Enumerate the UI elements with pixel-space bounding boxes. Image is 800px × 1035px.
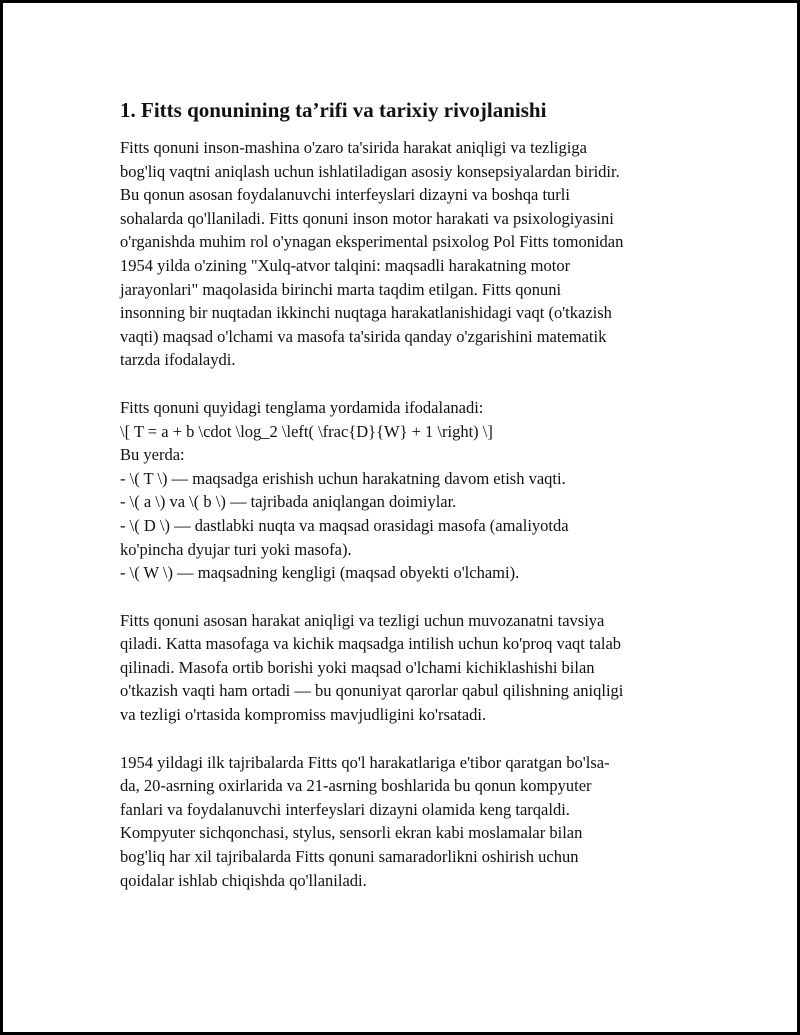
text-line: sohalarda qo'llaniladi. Fitts qonuni inson motor harakati va psixologiyasini [120, 208, 614, 228]
text-line: Kompyuter sichqonchasi, stylus, sensorli ekran kabi moslamalar bilan [120, 823, 583, 843]
text-line: qilinadi. Masofa ortib borishi yoki maqsad o'lchami kichiklashishi bilan [120, 657, 595, 677]
formula-section [120, 396, 690, 585]
definition-item: - \( T \) — maqsadga erishish uchun harakatning davom etish vaqti. [120, 468, 566, 488]
text-line: da, 20-asrning oxirlarida va 21-asrning boshlarida bu qonun kompyuter [120, 776, 592, 796]
definition-item: ko'pincha dyujar turi yoki masofa). [120, 539, 352, 559]
text-line: 1954 yildagi ilk tajribalarda Fitts qo'l harakatlariga e'tibor qaratgan bo'lsa- [120, 752, 610, 772]
text-line: insonning bir nuqtadan ikkinchi nuqtaga harakatlanishidagi vaqt (o'tkazish [120, 303, 612, 323]
section-title: 1. Fitts qonunining ta’rifi va tarixiy rivojlanishi [120, 98, 547, 122]
paragraph-history [120, 751, 690, 893]
definition-item: - \( W \) — maqsadning kengligi (maqsad obyekti o'lchami). [120, 563, 520, 583]
text-line: va tezligi o'rtasida kompromiss mavjudligini ko'rsatadi. [120, 705, 487, 725]
text-line: bog'liq vaqtni aniqlash uchun ishlatiladigan asosiy konsepsiyalardan biridir. [120, 161, 620, 181]
text-line: qiladi. Katta masofaga va kichik maqsadga intilish uchun ko'proq vaqt talab [120, 634, 622, 654]
text-line: Fitts qonuni asosan harakat aniqligi va tezligi uchun muvozanatni tavsiya [120, 610, 605, 630]
definitions-intro: Bu yerda: [120, 445, 185, 465]
text-line: Fitts qonuni inson-mashina o'zaro ta'sirida harakat aniqligi va tezligiga [120, 138, 587, 157]
formula-intro: Fitts qonuni quyidagi tenglama yordamida ifodalanadi: [120, 397, 484, 417]
text-line: o'tkazish vaqti ham ortadi — bu qonuniyat qarorlar qabul qilishning aniqligi [120, 681, 624, 701]
definition-item: - \( a \) va \( b \) — tajribada aniqlangan doimiylar. [120, 492, 457, 512]
text-line: fanlari va foydalanuvchi interfeyslari dizayni olamida keng tarqaldi. [120, 799, 570, 819]
definition-item: - \( D \) — dastlabki nuqta va maqsad orasidagi masofa (amaliyotda [120, 515, 569, 535]
text-line: o'rganishda muhim rol o'ynagan eksperimental psixolog Pol Fitts tomonidan [120, 232, 624, 252]
paragraph-definition [120, 136, 690, 372]
text-line: jarayonlari" maqolasida birinchi marta taqdim etilgan. Fitts qonuni [120, 279, 562, 299]
text-line: qoidalar ishlab chiqishda qo'llaniladi. [120, 870, 367, 890]
document-body [120, 96, 690, 916]
formula-equation: \[ T = a + b \cdot \log_2 \left( \frac{D}{W} + 1 \right) \] [120, 421, 493, 441]
paragraph-tradeoff [120, 609, 690, 727]
text-line: 1954 yilda o'zining "Xulq-atvor talqini: maqsadli harakatning motor [120, 255, 571, 275]
text-line: bog'liq har xil tajribalarda Fitts qonuni samaradorlikni oshirish uchun [120, 847, 579, 867]
text-line: Bu qonun asosan foydalanuvchi interfeyslari dizayni va boshqa turli [120, 185, 570, 205]
text-line: vaqti) maqsad o'lchami va masofa ta'sirida qanday o'zgarishini matematik [120, 326, 607, 346]
text-line: tarzda ifodalaydi. [120, 350, 236, 370]
